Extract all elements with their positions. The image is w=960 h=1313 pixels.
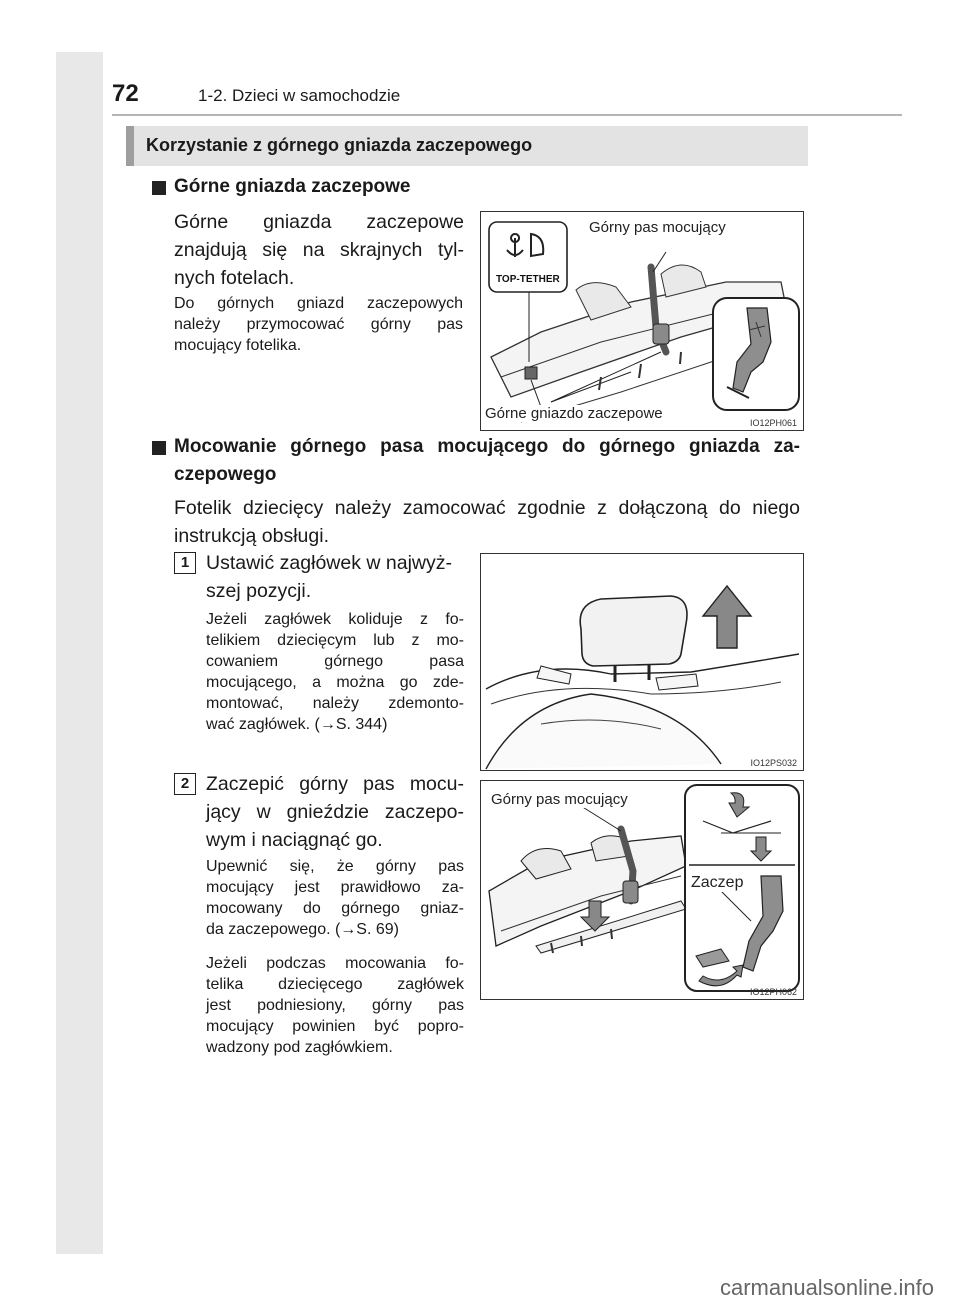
- chapter-sidebar-strip: [56, 52, 103, 1254]
- step2-text: Zaczepić górny pas mocu- jący w gnieździe zaczepo- wym i naciągnąć go.: [206, 773, 464, 851]
- item1-text: Górne gniazda zaczepowe znajdują się na skrajnych tyl- nych fotelach.: [174, 211, 464, 289]
- step1-text: Ustawić zagłówek w najwyż- szej pozycji.: [206, 552, 452, 602]
- item1-heading: Górne gniazda zaczepowe: [174, 176, 411, 197]
- section-title: Korzystanie z górnego gniazda zaczepowego: [146, 135, 533, 155]
- page-number: 72: [112, 80, 139, 107]
- chapter-title: 1-2. Dzieci w samochodzie: [198, 86, 401, 105]
- item2-heading: Mocowanie górnego pasa mocującego do górnego gniazda za- czepowego: [174, 436, 800, 485]
- watermark-text: carmanualsonline.info: [719, 1275, 934, 1300]
- step-number-badge: 1: [174, 552, 196, 574]
- section-title-bar: [126, 126, 808, 166]
- figure-code: IO12PH062: [749, 987, 797, 997]
- bullet-square-icon: [152, 181, 166, 195]
- label-hook: Zaczep: [691, 874, 744, 891]
- figure-attach-tether-hook: [480, 780, 804, 1000]
- step1-note: Jeżeli zagłówek koliduje z fo- telikiem dziecięcym lub z mo- cowaniem górnego pasa mocującego, a można go zde- montować, należy zdemonto- wać zagłówek. (→S. 344): [206, 611, 464, 733]
- bullet-square-icon: [152, 441, 166, 455]
- label-top-tether-strap: Górny pas mocujący: [589, 219, 726, 236]
- figure-top-tether-anchors: [480, 211, 804, 431]
- figure-code: IO12PH061: [749, 418, 797, 428]
- figure-code: IO12PS032: [750, 758, 797, 768]
- figure-raise-headrest: [480, 553, 804, 771]
- item1-note: Do górnych gniazd zaczepowych należy przymocować górny pas mocujący fotelika.: [174, 295, 463, 354]
- label-top-anchor: Górne gniazdo zaczepowe: [485, 405, 663, 422]
- step2-note-2: Jeżeli podczas mocowania fo- telika dziecięcego zagłówek jest podniesiony, górny pas mocujący powinien być popro- wadzony pod zagłówkiem.: [206, 955, 464, 1056]
- step-number-badge: 2: [174, 773, 196, 795]
- svg-text:TOP-TETHER: TOP-TETHER: [496, 274, 560, 285]
- label-top-tether-strap: Górny pas mocujący: [491, 791, 628, 808]
- step2-note-1: Upewnić się, że górny pas mocujący jest prawidłowo za- mocowany do górnego gniaz- da zaczepowego. (→S. 69): [206, 858, 464, 938]
- item2-text: Fotelik dziecięcy należy zamocować zgodnie z dołączoną do niego instrukcją obsługi.: [174, 497, 800, 547]
- header-rule: [112, 114, 902, 116]
